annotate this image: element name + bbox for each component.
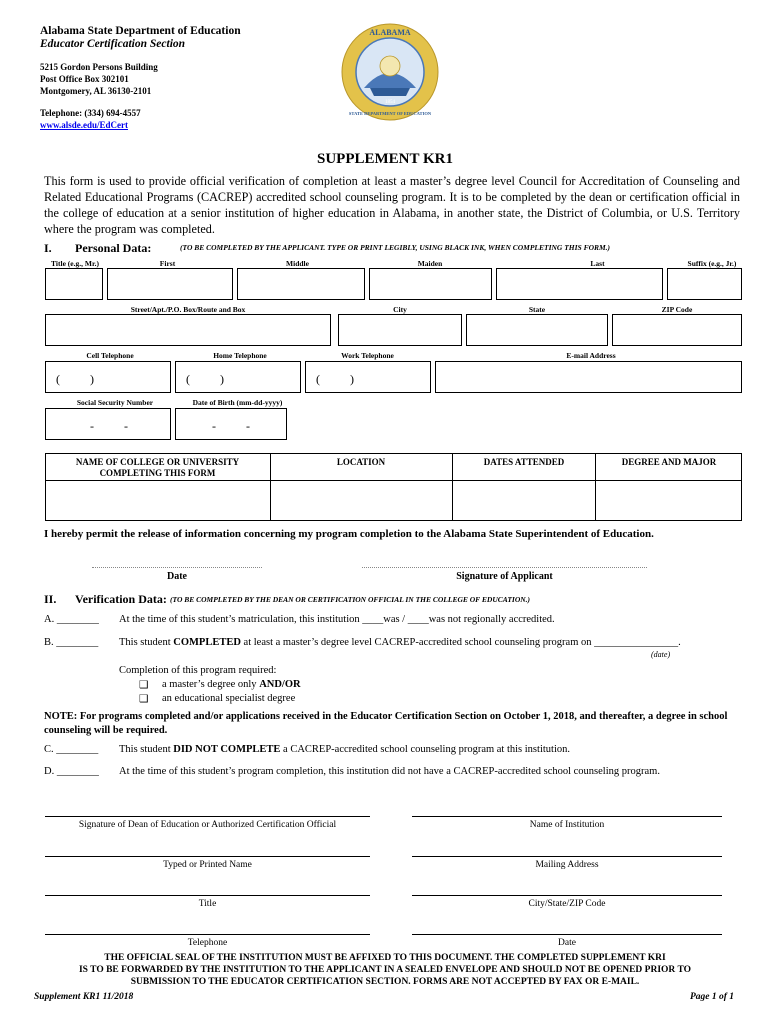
location-cell[interactable]: [271, 481, 451, 520]
seal-bottom-text: STATE DEPARTMENT OF EDUCATION: [348, 111, 432, 116]
item-d-blank[interactable]: D. ________: [44, 766, 99, 777]
address-line-1: 5215 Gordon Persons Building: [40, 62, 158, 72]
dates-attended-cell[interactable]: [453, 481, 594, 520]
dob-format: - -: [212, 419, 250, 433]
col-header-location: LOCATION: [336, 457, 386, 467]
item-c-text: This student DID NOT COMPLETE a CACREP-accredited school counseling program at this institution.: [119, 744, 570, 755]
label-cell: Cell Telephone: [86, 351, 134, 360]
home-phone-format: ( ): [186, 372, 224, 386]
city-state-zip-label: City/State/ZIP Code: [528, 899, 606, 909]
telephone: Telephone: (334) 694-4557: [40, 108, 141, 118]
page-number: Page 1 of 1: [689, 992, 734, 1002]
official-date-label: Date: [558, 938, 576, 948]
label-title: Title (e.g., Mr.): [51, 259, 99, 268]
seal-top-text: ALABAMA: [369, 28, 411, 37]
date-label: Date: [167, 571, 187, 582]
section2-title: Verification Data:: [75, 592, 167, 606]
seal-year: 1854: [385, 100, 395, 105]
label-maiden: Maiden: [417, 259, 443, 268]
email-field[interactable]: [435, 361, 742, 393]
label-zip: ZIP Code: [661, 305, 693, 314]
street-field[interactable]: [45, 314, 331, 346]
website-link[interactable]: www.alsde.edu/EdCert: [40, 120, 129, 130]
ssn-format: - -: [90, 419, 128, 433]
item-c-blank[interactable]: C. ________: [44, 744, 99, 755]
official-telephone-label: Telephone: [187, 938, 228, 948]
printed-name-line[interactable]: [45, 856, 370, 857]
work-phone-format: ( ): [316, 372, 354, 386]
zip-field[interactable]: [612, 314, 742, 346]
col-header-college: NAME OF COLLEGE OR UNIVERSITY COMPLETING THIS FORM: [75, 457, 240, 478]
work-phone-field[interactable]: [305, 361, 431, 393]
permit-statement: I hereby permit the release of information concerning my program completion to the Alabama State Superintendent of Education.: [44, 528, 654, 540]
label-work: Work Telephone: [341, 351, 394, 360]
note-degree-requirement: NOTE: For programs completed and/or applications received in the Educator Certification Section on October 1, 2018, and thereafter, a degree in school counseling will be required.: [44, 711, 728, 736]
state-seal-icon: [340, 22, 440, 122]
item-b-text: This student COMPLETED at least a master’s degree level CACREP-accredited school counseling program on ________________.: [119, 637, 681, 648]
checkbox-specialist-icon[interactable]: ❑: [139, 694, 149, 705]
title-field[interactable]: [45, 268, 103, 300]
footer-notice-1: THE OFFICIAL SEAL OF THE INSTITUTION MUST BE AFFIXED TO THIS DOCUMENT. THE COMPLETED SUPPLEMENT KRI: [104, 953, 666, 963]
col-header-degree: DEGREE AND MAJOR: [621, 457, 717, 467]
dean-signature-label: Signature of Dean of Education or Authorized Certification Official: [78, 820, 337, 830]
label-city: City: [393, 305, 407, 314]
label-street: Street/Apt./P.O. Box/Route and Box: [130, 305, 246, 314]
first-name-field[interactable]: [107, 268, 233, 300]
applicant-signature-line[interactable]: [362, 567, 647, 568]
section1-number: I.: [44, 241, 52, 255]
printed-name-label: Typed or Printed Name: [163, 860, 252, 870]
cell-phone-format: ( ): [56, 372, 94, 386]
form-id: Supplement KR1 11/2018: [34, 992, 134, 1002]
section-name: Educator Certification Section: [40, 38, 186, 50]
option-masters: a master’s degree only AND/OR: [162, 679, 301, 690]
intro-paragraph: This form is used to provide official verification of completion at least a master’s degree level Council for Accreditation of Counseling and Related Educational Programs (CACREP) accredited school counseling program. It is to be completed by the dean or certification official in the college of education at a senior institution of higher education in Alabama, in another state, the District of Columbia, or U.S. Territory where the program was completed.: [44, 174, 740, 236]
suffix-field[interactable]: [667, 268, 742, 300]
city-state-zip-line[interactable]: [412, 895, 722, 896]
label-last: Last: [590, 259, 605, 268]
institution-name-label: Name of Institution: [529, 820, 605, 830]
item-d-text: At the time of this student’s program completion, this institution did not have a CACREP-accredited school counseling program.: [119, 766, 660, 777]
dean-signature-line[interactable]: [45, 816, 370, 817]
home-phone-field[interactable]: [175, 361, 301, 393]
college-name-cell[interactable]: [46, 481, 269, 520]
section1-note: (TO BE COMPLETED BY THE APPLICANT. TYPE OR PRINT LEGIBLY, USING BLACK INK, WHEN COMPLETING THIS FORM.): [180, 243, 611, 252]
degree-major-cell[interactable]: [596, 481, 741, 520]
option-specialist: an educational specialist degree: [162, 693, 296, 704]
label-email: E-mail Address: [566, 351, 616, 360]
official-date-line[interactable]: [412, 934, 722, 935]
middle-name-field[interactable]: [237, 268, 365, 300]
footer-notice-3: SUBMISSION TO THE EDUCATOR CERTIFICATION SECTION. FORMS ARE NOT ACCEPTED BY FAX OR E-MAIL.: [130, 977, 640, 987]
label-middle: Middle: [286, 259, 309, 268]
label-first: First: [159, 259, 176, 268]
dept-name: Alabama State Department of Education: [40, 25, 241, 37]
completion-required: Completion of this program required:: [119, 665, 277, 676]
item-a-blank[interactable]: A. ________: [44, 614, 99, 625]
item-b-blank[interactable]: B. ________: [44, 637, 99, 648]
section2-number: II.: [44, 592, 57, 606]
footer-notice-2: IS TO BE FORWARDED BY THE INSTITUTION TO THE APPLICANT IN A SEALED ENVELOPE AND SHOULD NOT BE OPENED PRIOR TO: [78, 965, 692, 975]
city-field[interactable]: [338, 314, 462, 346]
mailing-address-label: Mailing Address: [535, 860, 599, 870]
official-title-label: Title: [198, 899, 217, 909]
applicant-signature-label: Signature of Applicant: [456, 571, 553, 582]
item-b-date-hint: (date): [651, 650, 671, 659]
item-a-text: At the time of this student’s matriculation, this institution ____was / ____was not regionally accredited.: [119, 614, 555, 625]
label-suffix: Suffix (e.g., Jr.): [687, 259, 737, 268]
cell-phone-field[interactable]: [45, 361, 171, 393]
address-line-2: Post Office Box 302101: [40, 74, 129, 84]
label-dob: Date of Birth (mm-dd-yyyy): [192, 398, 283, 407]
maiden-name-field[interactable]: [369, 268, 492, 300]
label-state: State: [528, 305, 546, 314]
col-header-dates: DATES ATTENDED: [483, 457, 565, 467]
last-name-field[interactable]: [496, 268, 663, 300]
checkbox-masters-icon[interactable]: ❑: [139, 680, 149, 691]
form-title: SUPPLEMENT KR1: [317, 151, 453, 167]
address-line-3: Montgomery, AL 36130-2101: [40, 86, 152, 96]
dob-field[interactable]: [175, 408, 287, 440]
label-home: Home Telephone: [213, 351, 267, 360]
institution-name-line[interactable]: [412, 816, 722, 817]
state-field[interactable]: [466, 314, 608, 346]
official-title-line[interactable]: [45, 895, 370, 896]
mailing-address-line[interactable]: [412, 856, 722, 857]
section2-note: (TO BE COMPLETED BY THE DEAN OR CERTIFICATION OFFICIAL IN THE COLLEGE OF EDUCATION.): [170, 595, 531, 604]
ssn-field[interactable]: [45, 408, 171, 440]
official-telephone-line[interactable]: [45, 934, 370, 935]
section1-title: Personal Data:: [75, 241, 152, 255]
date-signature-line[interactable]: [92, 567, 262, 568]
label-ssn: Social Security Number: [76, 398, 154, 407]
